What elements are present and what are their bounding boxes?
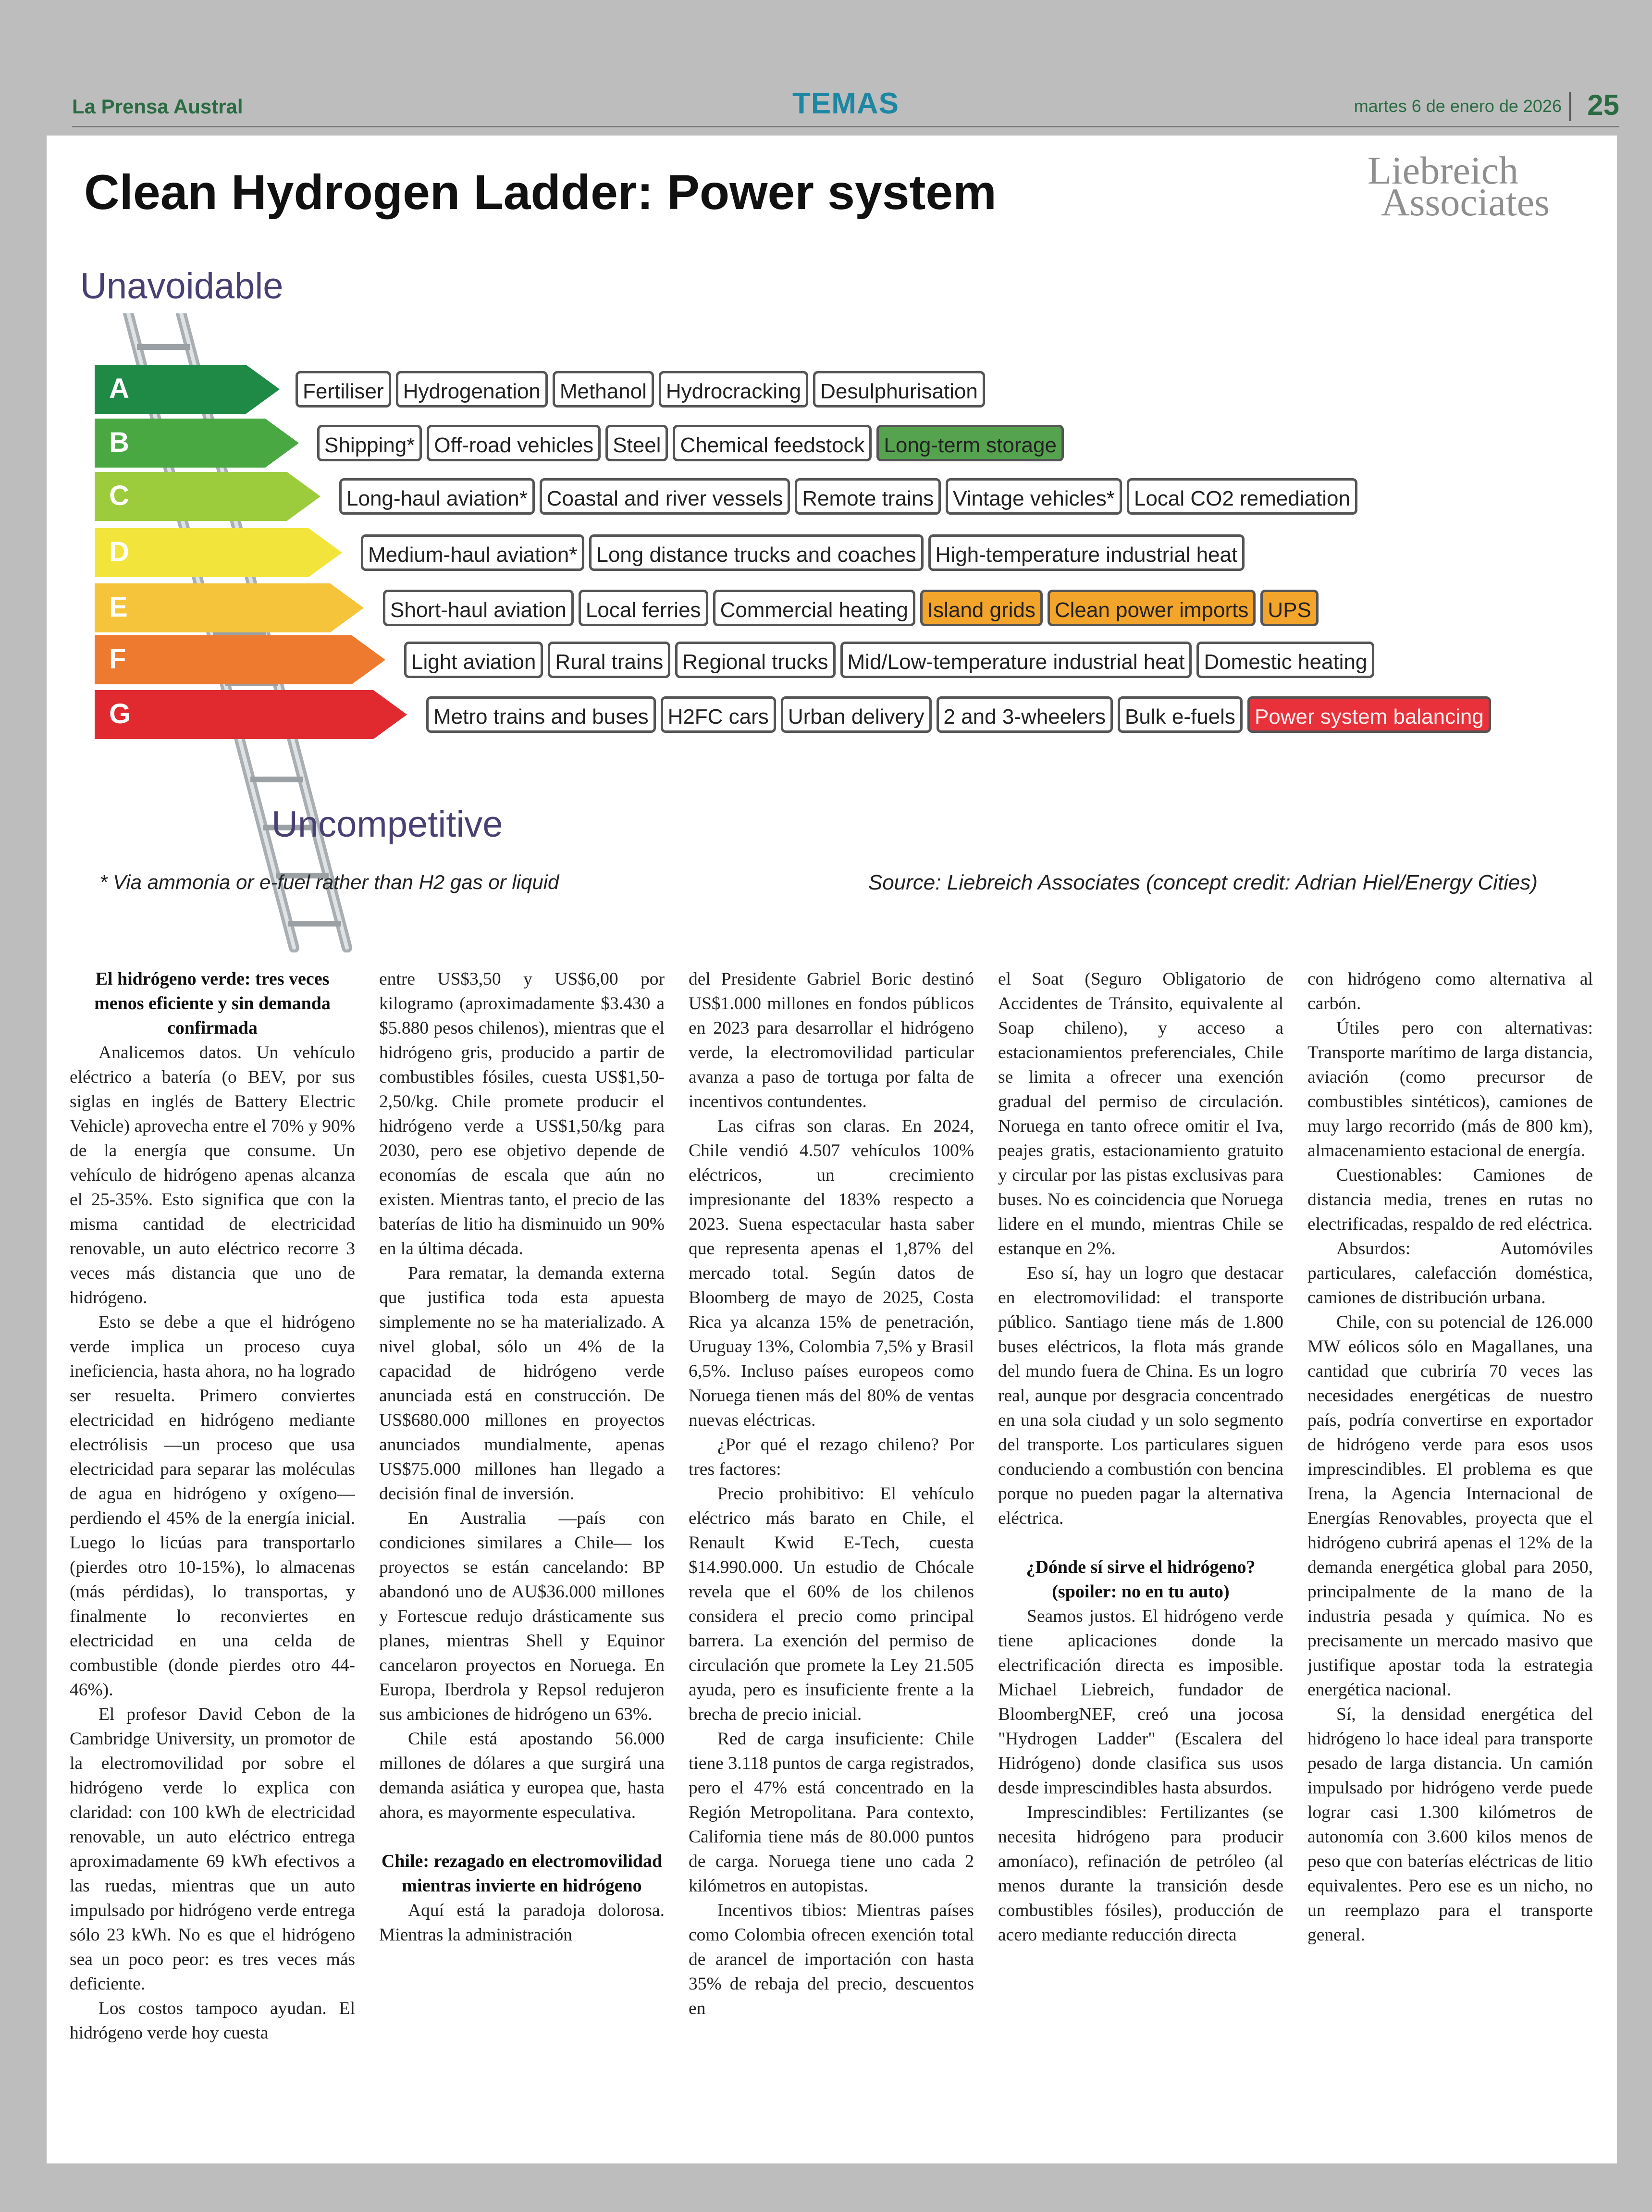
article-paragraph: Cuestionables: Camiones de distancia media, trenes en rutas no electrificadas, respaldo de red eléctrica. (1307, 1165, 1593, 1234)
ladder-item: Desulphurisation (813, 371, 985, 408)
tier-letter: C (109, 480, 129, 511)
article-paragraph: Eso sí, hay un logro que destacar en electromovilidad: el transporte público. Santiago tiene más de 1.800 buses eléctricos, la flota más grande del mundo fuera de China. Es un logro real, aunque por desgracia concentrado en una sola ciudad y un solo segmento del transporte. Los particulares siguen conduciendo a combustión con bencina porque no pueden pagar la alternativa eléctrica. (998, 1263, 1283, 1528)
article-paragraph: Incentivos tibios: Mientras países como Colombia ofrecen exención total de arancel de importación con hasta 35% de rebaja del precio, descuentos en (689, 1901, 974, 2018)
ladder-item: Power system balancing (1247, 696, 1491, 733)
paragraph-spacer (998, 1531, 1283, 1555)
paragraph-spacer (379, 1825, 665, 1849)
ladder-item: Rural trains (548, 642, 670, 678)
article-paragraph: Las cifras son claras. En 2024, Chile vendió 4.507 vehículos 100% eléctricos, un crecimiento impresionante del 183% respecto a 2023. Suena espectacular hasta saber que representa apenas el 1,87% del mercado total. Según datos de Bloomberg de mayo de 2025, Costa Rica ya alcanza 15% de penetración, Uruguay 13%, Colombia 7,5% y Brasil 6,5%. Incluso países europeos como Noruega tienen más del 80% de ventas nuevas eléctricas. (689, 1116, 974, 1430)
article-paragraph: Seamos justos. El hidrógeno verde tiene aplicaciones donde la electrificación directa es imposible. Michael Liebreich, fundador de BloombergNEF, creó una jocosa "Hydrogen Ladder" (Escalera del Hidrógeno) donde clasifica sus usos desde imprescindibles hasta absurdos. (998, 1606, 1283, 1798)
tier-arrow-e (95, 583, 364, 632)
ladder-item: Methanol (553, 371, 654, 408)
uncompetitive-label: Uncompetitive (271, 804, 503, 845)
tier-letter: D (109, 536, 129, 568)
tier-row-f (404, 637, 1374, 683)
ladder-item: Short-haul aviation (383, 590, 574, 626)
article-paragraph: ¿Por qué el rezago chileno? Por tres factores: (689, 1435, 974, 1479)
logo-line-2: Associates (1381, 180, 1550, 224)
ladder-item: Bulk e-fuels (1118, 696, 1243, 733)
ladder-item: Long-haul aviation* (339, 478, 535, 515)
logo-line-1: Liebreich (1367, 148, 1518, 192)
ladder-item: Light aviation (404, 642, 543, 678)
article-paragraph: entre US$3,50 y US$6,00 por kilogramo (aproximadamente $3.430 a $5.880 pesos chilenos), mientras que el hidrógeno gris, producido a partir de combustibles fósiles, cuesta US$1,50-2,50/kg. Chile promete producir el hidrógeno verde a US$1,50/kg para 2030, pero ese objetivo depende de economías de escala que aún no existen. Mientras tanto, el precio de las baterías de litio ha disminuido un 90% en la última década. (379, 969, 665, 1259)
ladder-item: Regional trucks (675, 642, 835, 678)
ladder-item: Clean power imports (1048, 590, 1256, 626)
article-subheading: El hidrógeno verde: tres veces menos eficiente y sin demanda confirmada (94, 969, 331, 1038)
article-paragraph: Aquí está la paradoja dolorosa. Mientras la administración (379, 1901, 665, 1945)
issue-date: martes 6 de enero de 2026 (1354, 96, 1562, 116)
article-paragraph: Los costos tampoco ayudan. El hidrógeno verde hoy cuesta (70, 1999, 355, 2043)
tier-arrow-f (95, 635, 385, 684)
ladder-item: Chemical feedstock (673, 425, 872, 461)
tier-letter: E (109, 592, 128, 623)
tier-row-d (361, 530, 1245, 576)
ladder-item: Mid/Low-temperature industrial heat (840, 642, 1192, 678)
article-column-2 (379, 967, 665, 2149)
tier-letter: B (109, 427, 129, 458)
ladder-item: Urban delivery (781, 696, 932, 733)
ladder-item: Local CO2 remediation (1127, 478, 1357, 515)
tier-arrow-a (95, 365, 280, 414)
article-paragraph: con hidrógeno como alternativa al carbón. (1307, 969, 1593, 1013)
figure-footnote: * Via ammonia or e-fuel rather than H2 gas or liquid (99, 871, 559, 893)
masthead (72, 87, 1619, 130)
article-paragraph: Imprescindibles: Fertilizantes (se necesita hidrógeno para producir amoníaco), refinación de petróleo (al menos durante la transición desde combustibles fósiles), producción de acero mediante reducción directa (998, 1803, 1283, 1945)
ladder-item: Shipping* (317, 425, 422, 461)
ladder-item: Fertiliser (296, 371, 391, 408)
unavoidable-label: Unavoidable (80, 266, 284, 307)
article-body (70, 967, 1594, 2149)
ladder-item: Commercial heating (713, 590, 915, 626)
ladder-item: Vintage vehicles* (946, 478, 1122, 515)
ladder-item: Long-term storage (876, 425, 1064, 461)
newspaper-name: La Prensa Austral (72, 95, 243, 118)
page-sheet (47, 136, 1617, 2163)
figure-title: Clean Hydrogen Ladder: Power system (84, 165, 997, 220)
ladder-item: Local ferries (579, 590, 708, 626)
article-column-1 (70, 967, 355, 2149)
article-column-5 (1307, 967, 1593, 2149)
article-paragraph: Sí, la densidad energética del hidrógeno lo hace ideal para transporte pesado de larga distancia. Un camión impulsado por hidrógeno verde puede lograr casi 1.300 kilómetros de autonomía con 3.600 kilos menos de peso que con baterías eléctricas de litio equivalentes. Pero ese es un nicho, no un reemplazo para el transporte general. (1307, 1705, 1593, 1945)
article-column-4 (998, 967, 1283, 2149)
article-paragraph: Precio prohibitivo: El vehículo eléctrico más barato en Chile, el Renault Kwid E-Tech, cuesta $14.990.000. Un estudio de Chócale revela que el 60% de los chilenos considera el precio como principal barrera. La exención del permiso de circulación que promete la Ley 21.505 ayuda, pero es insuficiente frente a la brecha de precio inicial. (689, 1484, 974, 1724)
article-subheading: Chile: rezagado en electromovilidad mientras invierte en hidrógeno (381, 1851, 663, 1896)
article-paragraph: Chile, con su potencial de 126.000 MW eólicos sólo en Magallanes, una cantidad que cubriría 70 veces las necesidades energéticas de nuestro país, podría convertirse en exportador de hidrógeno verde para esos usos imprescindibles. El problema es que Irena, la Agencia Internacional de Energías Renovables, proyecta que el hidrógeno cubrirá apenas el 12% de la demanda energética global para 2050, principalmente de la mano de la industria pesada y química. No es precisamente un mercado masivo que justifique apostar toda la estrategia energética nacional. (1307, 1312, 1593, 1700)
ladder-item: Long distance trucks and coaches (589, 534, 923, 571)
ladder-item: Metro trains and buses (426, 696, 656, 733)
ladder-item: Island grids (920, 590, 1043, 626)
ladder-item: High-temperature industrial heat (928, 534, 1245, 571)
ladder-item: Remote trains (795, 478, 941, 515)
tier-arrow-g (95, 690, 407, 739)
article-paragraph: el Soat (Seguro Obligatorio de Accidentes de Tránsito, equivalente al Soap chileno), y acceso a estacionamientos preferenciales, Chile se limita a ofrecer una exención gradual del permiso de circulación. Noruega en tanto ofrece omitir el Iva, peajes gratis, estacionamiento gratuito y circular por las pistas exclusivas para buses. No es coincidencia que Noruega lidere en el mundo, mientras Chile se estanque en 2%. (998, 969, 1283, 1259)
ladder-item: UPS (1260, 590, 1318, 626)
figure-source: Source: Liebreich Associates (concept credit: Adrian Hiel/Energy Cities) (868, 871, 1538, 894)
ladder-item: Coastal and river vessels (540, 478, 790, 515)
ladder-item: 2 and 3-wheelers (937, 696, 1113, 733)
tier-row-b (317, 420, 1064, 466)
ladder-item: Domestic heating (1196, 642, 1374, 678)
liebreich-logo (1367, 148, 1550, 224)
article-paragraph: El profesor David Cebon de la Cambridge University, un promotor de la electromovilidad por sobre el hidrógeno verde lo explica con claridad: con 100 kWh de electricidad renovable, un auto eléctrico entrega aproximadamente 69 kWh efectivos a las ruedas, mientras que un auto impulsado por hidrógeno verde entrega sólo 23 kWh. No es que el hidrógeno sea un poco peor: es tres veces más deficiente. (70, 1705, 355, 1994)
article-paragraph: Chile está apostando 56.000 millones de dólares a que surgirá una demanda asiática y europea que, hasta ahora, es mayormente especulativa. (379, 1729, 665, 1822)
article-paragraph: En Australia —país con condiciones similares a Chile— los proyectos se están cancelando: BP abandonó uno de AU$36.000 millones y Fortescue redujo drásticamente sus planes, mientras Shell y Equinor cancelaron proyectos en Noruega. En Europa, Iberdrola y Repsol redujeron sus ambiciones de hidrógeno un 63%. (379, 1508, 665, 1724)
article-paragraph: Para rematar, la demanda externa que justifica toda esta apuesta simplemente no se ha materializado. A nivel global, sólo un 4% de la capacidad de hidrógeno verde anunciada está en construcción. De US$680.000 millones en proyectos anunciados mundialmente, apenas US$75.000 millones han llegado a decisión final de inversión. (379, 1263, 665, 1504)
ladder-item: Hydrogenation (396, 371, 548, 408)
tier-letter: F (109, 643, 126, 675)
ladder-item: Steel (605, 425, 668, 461)
tier-arrow-c (95, 472, 321, 521)
tier-letter: G (109, 698, 131, 729)
tier-row-g (426, 692, 1491, 738)
tier-row-e (383, 585, 1319, 631)
masthead-divider (1569, 92, 1571, 121)
ladder-item: Off-road vehicles (427, 425, 601, 461)
article-paragraph: Red de carga insuficiente: Chile tiene 3.118 puntos de carga registrados, pero el 47% está concentrado en la Región Metropolitana. Para contexto, California tiene más de 80.000 puntos de carga. Noruega tiene uno cada 2 kilómetros en autopistas. (689, 1729, 974, 1896)
tier-letter: A (109, 373, 129, 404)
article-paragraph: Absurdos: Automóviles particulares, calefacción doméstica, camiones de distribución urbana. (1307, 1239, 1593, 1308)
article-paragraph: Útiles pero con alternativas: Transporte marítimo de larga distancia, aviación (como precursor de combustibles sintéticos), camiones de muy largo recorrido (más de 800 km), almacenamiento estacional de energía. (1307, 1018, 1593, 1161)
article-column-3 (689, 967, 974, 2149)
article-paragraph: del Presidente Gabriel Boric destinó US$1.000 millones en fondos públicos en 2023 para desarrollar el hidrógeno verde, la electromovilidad particular avanza a paso de tortuga por falta de incentivos contundentes. (689, 969, 974, 1112)
ladder-item: Hydrocracking (659, 371, 808, 408)
tier-arrow-b (95, 419, 299, 468)
tier-row-a (296, 366, 985, 412)
section-title: TEMAS (792, 87, 899, 120)
ladder-item: Medium-haul aviation* (361, 534, 584, 571)
page-number: 25 (1587, 89, 1619, 121)
ladder-item: H2FC cars (661, 696, 776, 733)
article-paragraph: Esto se debe a que el hidrógeno verde implica un proceso cuya ineficiencia, hasta ahora, no ha logrado ser resuelta. Primero conviertes electricidad en hidrógeno mediante electrólisis —un proceso que usa electricidad para separar las moléculas de agua en hidrógeno y oxígeno— perdiendo el 45% de la energía inicial. Luego lo licúas para transportarlo (pierdes otro 10-15%), lo almacenas (más pérdidas), lo transportas, y finalmente lo reconviertes en electricidad en una celda de combustible (donde pierdes otro 44-46%). (70, 1312, 355, 1700)
tier-row-c (339, 473, 1357, 519)
masthead-rule (72, 126, 1619, 127)
tier-arrow-d (95, 528, 342, 577)
article-subheading: ¿Dónde sí sirve el hidrógeno? (spoiler: no en tu auto) (1026, 1557, 1256, 1602)
article-paragraph: Analicemos datos. Un vehículo eléctrico a batería (o BEV, por sus siglas en inglés de Battery Electric Vehicle) aprovecha entre el 70% y 90% de la energía que consume. Un vehículo de hidrógeno apenas alcanza el 25-35%. Esto significa que con la misma cantidad de electricidad renovable, un auto eléctrico recorre 3 veces más distancia que uno de hidrógeno. (70, 1043, 355, 1308)
